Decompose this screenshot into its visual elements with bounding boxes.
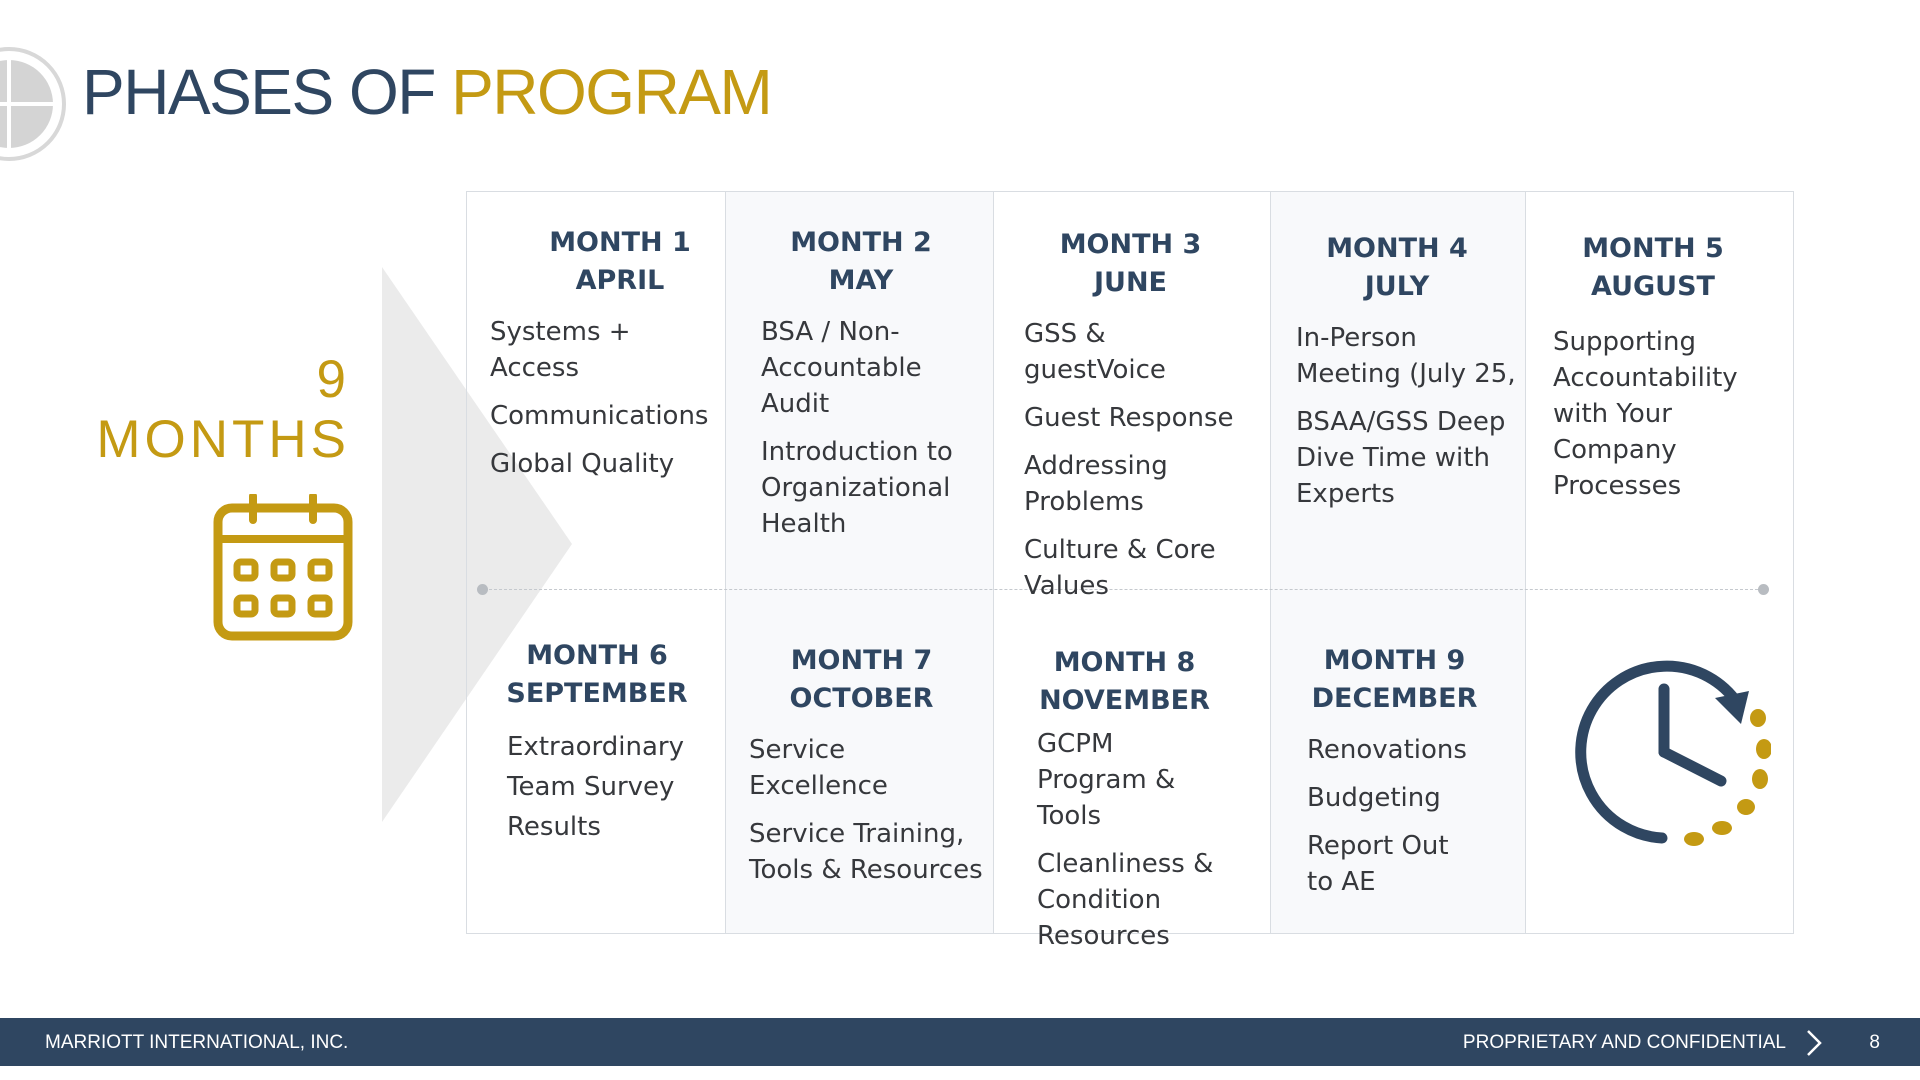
month-item: GCPM Program & Tools	[1037, 729, 1176, 831]
divider-dot	[477, 584, 488, 595]
month-item: Communications	[490, 401, 709, 431]
calendar-icon	[213, 494, 353, 642]
month-heading	[490, 224, 720, 300]
month-heading	[1012, 226, 1249, 302]
month-item: Renovations	[1307, 735, 1467, 765]
month-cell	[507, 637, 727, 859]
divider-dot	[1758, 584, 1769, 595]
month-name: SEPTEMBER	[506, 678, 688, 709]
month-cell	[1296, 230, 1528, 524]
month-item: Service Excellence	[749, 735, 888, 801]
month-cell	[749, 642, 994, 900]
month-cell	[1553, 230, 1793, 516]
month-item: BSA / Non-Accountable Audit	[761, 317, 922, 419]
footer-bar	[0, 1018, 1920, 1066]
month-name: JULY	[1364, 271, 1430, 302]
month-name: APRIL	[575, 265, 665, 296]
month-cell	[1307, 642, 1507, 912]
month-number: MONTH 9	[1323, 645, 1466, 676]
month-cell	[490, 224, 720, 494]
footer-company: MARRIOTT INTERNATIONAL, INC.	[45, 1032, 349, 1053]
month-item: Culture & Core Values	[1024, 535, 1216, 601]
month-item: BSAA/GSS Deep Dive Time with Experts	[1296, 407, 1506, 509]
clock-icon	[1571, 646, 1771, 856]
title-accent: PROGRAM	[451, 56, 772, 128]
month-heading	[731, 224, 991, 300]
month-item: In-Person Meeting (July 25,	[1296, 323, 1516, 389]
month-heading	[1513, 230, 1793, 306]
month-cell	[1024, 226, 1249, 616]
duration-label	[96, 350, 350, 470]
month-number: MONTH 6	[526, 640, 668, 671]
duration-number: 9	[316, 350, 350, 409]
month-cell	[1037, 644, 1252, 966]
month-item: Global Quality	[490, 449, 675, 479]
month-item: Systems + Access	[490, 317, 631, 383]
month-item: Guest Response	[1024, 403, 1234, 433]
month-name: AUGUST	[1591, 271, 1715, 302]
month-number: MONTH 7	[790, 645, 933, 676]
month-number: MONTH 8	[1053, 647, 1196, 678]
page-title	[82, 55, 771, 129]
month-heading	[1282, 642, 1507, 718]
month-heading	[467, 637, 727, 713]
month-heading	[729, 642, 994, 718]
month-name: MAY	[828, 265, 894, 296]
month-item: Service Training, Tools & Resources	[749, 819, 983, 885]
month-item: Introduction to Organizational Health	[761, 437, 953, 539]
month-item: Report Out to AE	[1307, 831, 1449, 897]
month-item: Addressing Problems	[1024, 451, 1168, 517]
month-heading	[997, 644, 1252, 720]
month-number: MONTH 5	[1582, 233, 1724, 264]
month-item: Supporting Accountability with Your Company Processes	[1553, 327, 1738, 501]
month-name: NOVEMBER	[1039, 685, 1210, 716]
month-number: MONTH 4	[1326, 233, 1468, 264]
month-item: Extraordinary Team Survey Results	[507, 732, 684, 842]
month-item: Cleanliness & Condition Resources	[1037, 849, 1214, 951]
month-name: DECEMBER	[1311, 683, 1478, 714]
footer-confidential: PROPRIETARY AND CONFIDENTIAL	[1462, 1032, 1786, 1053]
title-main: PHASES OF	[82, 56, 452, 128]
month-item: Budgeting	[1307, 783, 1441, 813]
logo-emblem-icon	[0, 45, 68, 163]
month-name: OCTOBER	[789, 683, 934, 714]
duration-unit: MONTHS	[96, 410, 350, 469]
month-name: JUNE	[1093, 267, 1167, 298]
month-cell	[761, 224, 991, 554]
page-number: 8	[1869, 1032, 1880, 1053]
month-number: MONTH 1	[549, 227, 691, 258]
month-heading	[1266, 230, 1528, 306]
month-item: GSS & guestVoice	[1024, 319, 1166, 385]
month-number: MONTH 3	[1059, 229, 1202, 260]
chevron-right-icon	[1804, 1028, 1824, 1058]
month-number: MONTH 2	[790, 227, 932, 258]
